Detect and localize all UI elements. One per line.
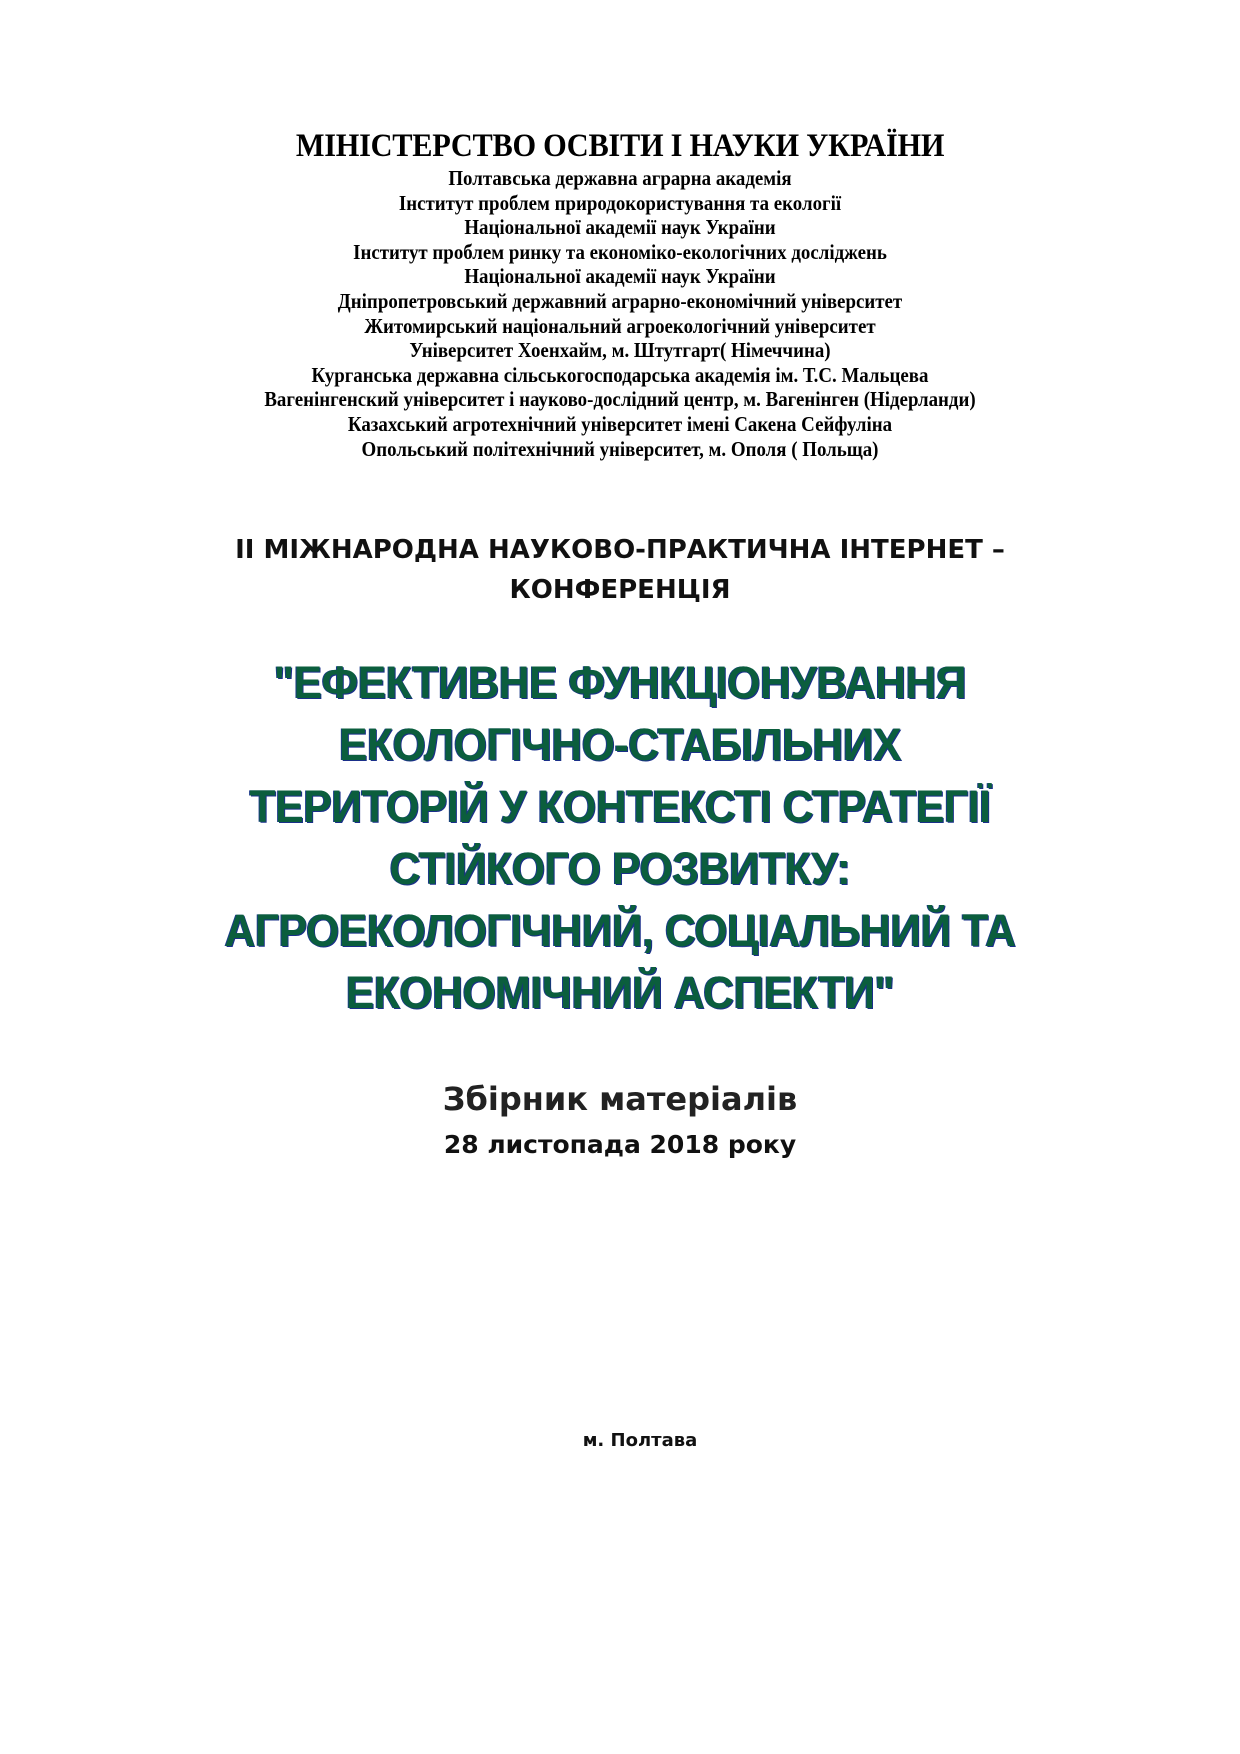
- organizations-list: [0, 166, 1240, 461]
- conference-title-line: ТЕРИТОРІЙ У КОНТЕКСТІ СТРАТЕГІЇ: [249, 781, 991, 832]
- conference-type: [0, 530, 1240, 610]
- organization-item: Вагенінгенский університет і науково-дослідний центр, м. Вагенінген (Нідерланди): [264, 387, 976, 412]
- organization-item: Курганська державна сільськогосподарська академія ім. Т.С. Мальцева: [311, 362, 929, 387]
- conference-type-line: КОНФЕРЕНЦІЯ: [509, 575, 731, 605]
- conference-title-line: ЕКОЛОГІЧНО-СТАБІЛЬНИХ: [338, 719, 902, 770]
- conference-date: 28 листопада 2018 року: [443, 1130, 797, 1159]
- organization-item: Дніпропетровський державний аграрно-економічний університет: [337, 288, 903, 313]
- conference-title: [0, 652, 1240, 1024]
- collection-label: Збірник матеріалів: [442, 1080, 798, 1118]
- organization-item: Житомирський національний агроекологічний університет: [364, 313, 876, 338]
- conference-title-line: ЕКОНОМІЧНИЙ АСПЕКТИ": [345, 967, 895, 1018]
- city-label: м. Полтава: [582, 1430, 698, 1451]
- organization-item: Інститут проблем природокористування та екології: [398, 190, 842, 215]
- conference-title-line: "ЕФЕКТИВНЕ ФУНКЦІОНУВАННЯ: [273, 657, 967, 708]
- organization-item: Національної академії наук України: [464, 264, 776, 289]
- conference-type-line: ІІ МІЖНАРОДНА НАУКОВО-ПРАКТИЧНА ІНТЕРНЕТ –: [235, 535, 1005, 565]
- conference-title-line: АГРОЕКОЛОГІЧНИЙ, СОЦІАЛЬНИЙ ТА: [224, 905, 1016, 956]
- organization-item: Інститут проблем ринку та економіко-екологічних досліджень: [353, 239, 887, 264]
- organization-item: Казахський агротехнічний університет імені Сакена Сейфуліна: [347, 411, 893, 436]
- organization-item: Університет Хоенхайм, м. Штутгарт( Німеччина): [409, 338, 831, 363]
- organization-item: Опольський політехнічний університет, м. Ополя ( Польща): [361, 436, 879, 461]
- organization-item: Полтавська державна аграрна академія: [448, 166, 792, 190]
- organization-item: Національної академії наук України: [464, 215, 776, 240]
- ministry-heading: МІНІСТЕРСТВО ОСВІТИ І НАУКИ УКРАЇНИ: [295, 128, 945, 164]
- conference-title-line: СТІЙКОГО РОЗВИТКУ:: [389, 843, 851, 894]
